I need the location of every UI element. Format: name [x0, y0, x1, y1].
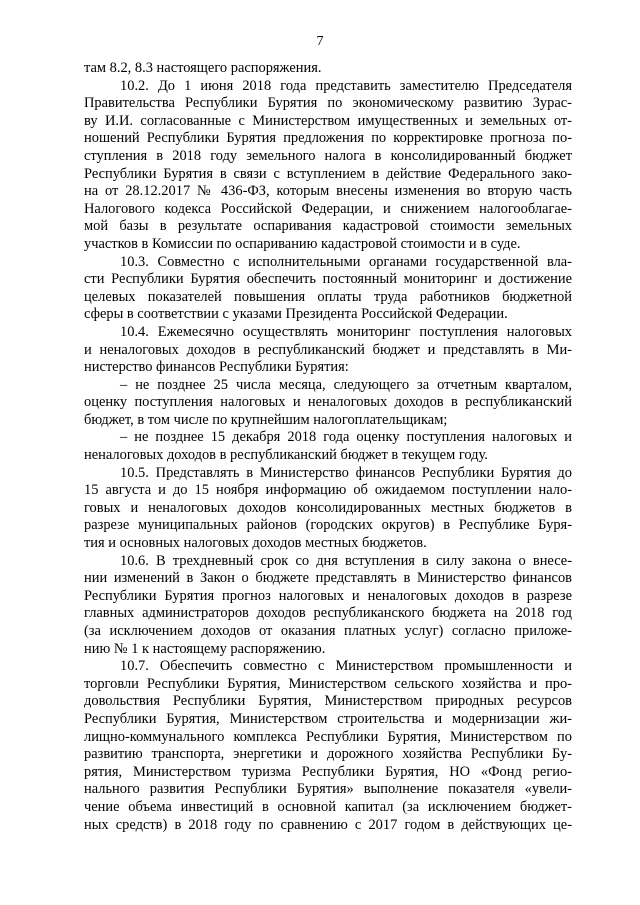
- text-line: главных администраторов доходов республиканского бюджета на 2018 год: [84, 605, 572, 622]
- text-line: развитию транспорта, энергетики и дорожного хозяйства Республики Бу-: [84, 746, 572, 763]
- text-line: 10.6. В трехдневный срок со дня вступления в силу закона о внесе-: [120, 552, 572, 569]
- text-line: участков в Комиссии по оспариванию кадастровой стоимости и в суде.: [84, 235, 521, 252]
- text-line: мой базы в результате оспаривания кадастровой стоимости земельных: [84, 218, 572, 235]
- text-line: 15 августа и до 15 ноября информацию об ожидаемом поступлении нало-: [84, 482, 572, 499]
- text-line: сти Республики Бурятия обеспечить постоянный мониторинг и достижение: [84, 271, 572, 288]
- text-line: торговли Республики Бурятия, Министерством сельского хозяйства и про-: [84, 675, 572, 692]
- document-body: [84, 60, 572, 834]
- text-line: 10.4. Ежемесячно осуществлять мониторинг поступления налоговых: [120, 323, 572, 340]
- text-line: рятия, Министерством туризма Республики Бурятия, НО «Фонд регио-: [84, 763, 572, 780]
- text-line: ступления в 2018 году земельного налога в консолидированный бюджет: [84, 147, 572, 164]
- text-line: нального развития Республики Бурятия» выполнение показателя «увели-: [84, 781, 572, 798]
- text-line: бюджет, в том числе по крупнейшим налогоплательщикам;: [84, 411, 448, 428]
- text-line: ношений Республики Бурятия предложения по корректировке прогноза по-: [84, 130, 572, 147]
- text-line: там 8.2, 8.3 настоящего распоряжения.: [84, 60, 322, 76]
- text-line: ву И.И. согласованные с Министерством имущественных и земельных от-: [84, 112, 572, 129]
- text-line: 10.5. Представлять в Министерство финансов Республики Бурятия до: [120, 464, 572, 481]
- text-line: 10.2. До 1 июня 2018 года представить заместителю Председателя: [120, 77, 572, 94]
- text-line: довольствия Республики Бурятия, Министерством природных ресурсов: [84, 693, 572, 710]
- text-line: чение объема инвестиций в основной капитал (за исключением бюджет-: [84, 798, 572, 815]
- text-line: на от 28.12.2017 № 436-ФЗ, которым внесены изменения во вторую часть: [84, 183, 572, 200]
- text-line: 10.7. Обеспечить совместно с Министерством промышленности и: [120, 658, 572, 675]
- text-line: – не позднее 15 декабря 2018 года оценку поступления налоговых и: [120, 429, 572, 446]
- text-line: Правительства Республики Бурятия по экономическому развитию Зурас-: [84, 95, 572, 112]
- text-line: разрезе муниципальных районов (городских округов) в Республике Буря-: [84, 517, 572, 534]
- text-line: нистерство финансов Республики Бурятия:: [84, 359, 349, 376]
- text-line: – не позднее 25 числа месяца, следующего за отчетным кварталом,: [120, 376, 572, 393]
- text-line: ных средств) в 2018 году по сравнению с 2017 годом в действующих це-: [84, 816, 572, 833]
- page-number: 7: [316, 34, 324, 49]
- text-line: сферы в соответствии с указами Президента Российской Федерации.: [84, 306, 508, 323]
- text-line: (за исключением доходов от оказания платных услуг) согласно приложе-: [84, 623, 572, 639]
- text-line: нии изменений в Закон о бюджете представлять в Министерство финансов: [84, 570, 572, 587]
- text-line: 10.3. Совместно с исполнительными органами государственной вла-: [120, 253, 572, 270]
- text-line: оценку поступления налоговых и неналоговых доходов в республиканский: [84, 394, 572, 411]
- text-line: целевых показателей повышения оплаты труда работников бюджетной: [84, 288, 572, 305]
- text-line: нию № 1 к настоящему распоряжению.: [84, 640, 326, 657]
- text-line: говых и неналоговых доходов консолидированных местных бюджетов в: [84, 499, 572, 516]
- text-line: Налогового кодекса Российской Федерации, и снижением налогооблагае-: [84, 200, 572, 217]
- text-line: Республики Бурятия в связи с вступлением в действие Федерального зако-: [84, 165, 572, 182]
- text-line: Республики Бурятия прогноз налоговых и неналоговых доходов в разрезе: [84, 587, 572, 604]
- text-line: лищно-коммунального комплекса Республики Бурятия, Министерством по: [84, 728, 572, 745]
- text-line: и неналоговых доходов в республиканский бюджет и представлять в Ми-: [84, 341, 572, 358]
- text-line: Республики Бурятия, Министерством строительства и модернизации жи-: [84, 710, 572, 727]
- text-line: неналоговых доходов в республиканский бюджет в текущем году.: [84, 447, 488, 464]
- text-line: тия и основных налоговых доходов местных бюджетов.: [84, 535, 427, 552]
